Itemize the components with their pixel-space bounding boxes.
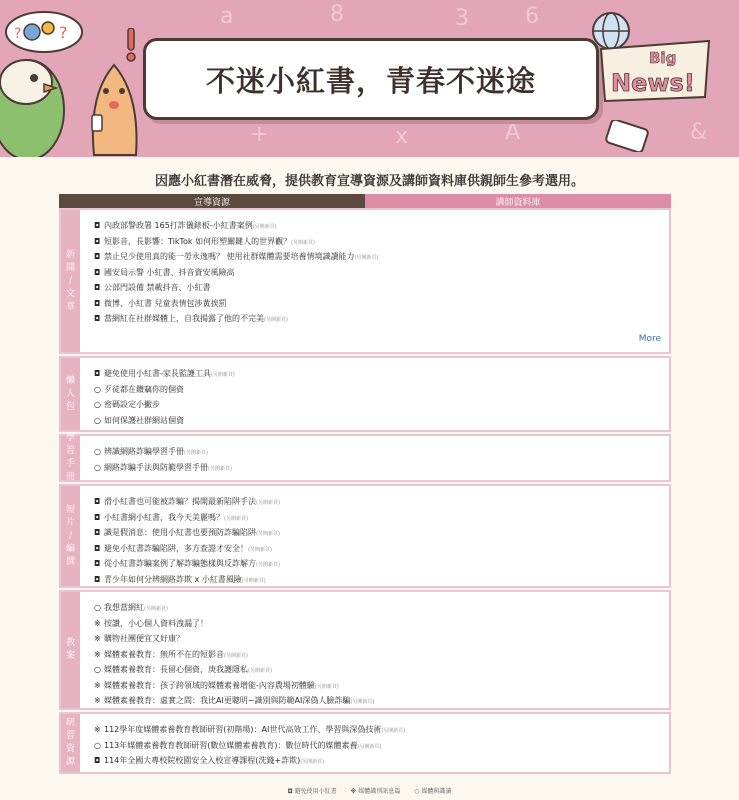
section-label: 短 片 / 編 撰 — [61, 486, 80, 586]
phone-icon — [602, 120, 652, 152]
section-news-articles — [59, 208, 671, 354]
list-item[interactable]: ◘ 青少年如何分辨網路詐欺 x 小紅書風險(另開新頁) — [94, 574, 266, 584]
tab-bar — [59, 194, 671, 208]
list-item[interactable]: ○ 密碼設定小撇步 — [94, 400, 160, 409]
exclamation-icon — [124, 28, 138, 62]
big-news-logo-icon — [595, 35, 715, 105]
header-banner — [0, 0, 739, 157]
list-item[interactable]: ◘ 當網紅在社群媒體上，自我揭露了他的不完美(另開新頁) — [94, 314, 288, 323]
list-item[interactable]: ◘ 內政部警政署 165打詐儀錶板-小紅書案例(另開新頁) — [94, 221, 277, 230]
list-item[interactable]: ○ 113年媒體素養教育教師研習(數位媒體素養教育)：數位時代的媒體素養(另開新頁) — [94, 740, 382, 750]
list-item[interactable]: ○ 媒體素養教育：長留心個資，庚我護隱私(另開新頁) — [94, 665, 272, 674]
list-item[interactable]: ◘ 國安局示警 小紅書、抖音資安風險高 — [94, 267, 235, 277]
list-item[interactable]: ◘ 避免使用小紅書-家長監護工具(另開新頁) — [94, 369, 235, 378]
list-item[interactable]: ※ 112學年度媒體素養教育教師研習(初階場)：AI世代高效工作、學習與深偽技術(另開新頁) — [94, 725, 406, 734]
title-plaque — [143, 38, 599, 120]
girl-with-phone-icon — [84, 55, 146, 157]
parrot-mascot-icon — [0, 40, 70, 157]
legend-item: ※ 媒體識別訊息篇 — [350, 788, 401, 795]
legend-item: ◘ 避免使用小紅書 — [287, 788, 337, 795]
section-handbooks — [59, 434, 671, 482]
svg-text:Big: Big — [649, 49, 677, 67]
link-list — [94, 494, 661, 587]
section-label: 學 習 手 冊 — [61, 436, 80, 480]
list-item[interactable]: ◘ 短影音，長影響：TikTok 如何形塑關鍵人的世界觀？(另開新頁) — [94, 236, 315, 246]
doodle-text: + — [250, 122, 269, 147]
list-item[interactable]: ◘ 從小紅書詐騙案例了解詐騙態樣與反詐解方(另開新頁) — [94, 559, 280, 568]
doodle-text: 3 — [455, 6, 469, 31]
bullet-legend — [0, 786, 739, 795]
list-item[interactable]: ◘ 禁止兒少使用真的能一勞永逸嗎？ 使用社群媒體需要培養情境識讀能力(另開新頁) — [94, 252, 379, 261]
list-item[interactable]: ◘ 滑小紅書也可能被詐騙？揭開最新陷阱手法(另開新頁) — [94, 497, 280, 506]
legend-item: ○ 媒體與識讀 — [414, 788, 452, 795]
doodle-text: 6 — [525, 4, 539, 29]
list-item[interactable]: ※ 媒體素養教育：虛實之間：我比AI更聰明~識別與防範AI深偽人臉詐騙(另開新頁) — [94, 696, 375, 705]
list-item[interactable]: ※ 媒體素養教育：孩子跨領域的媒體素養增能-內容農場初體驗(另開新頁) — [94, 680, 339, 690]
section-lesson-plans — [59, 590, 671, 710]
doodle-text: a — [220, 4, 234, 29]
list-item[interactable]: ※ 媒體素養教育：無所不在的短影音(另開新頁) — [94, 649, 248, 659]
section-label: 教 案 — [61, 592, 80, 708]
link-list — [94, 218, 661, 327]
svg-text:?: ? — [59, 23, 68, 42]
list-item[interactable]: ◘ 小紅書網小紅書，我今天美麗嗎？(另開新頁) — [94, 512, 248, 522]
tab-promotion-resources[interactable]: 宣導資源 — [59, 194, 365, 208]
link-list — [94, 444, 661, 475]
doodle-text: A — [505, 120, 521, 145]
link-list — [94, 366, 661, 428]
section-label: 研 習 資 源 — [61, 714, 80, 772]
page-subtitle: 因應小紅書潛在威脅，提供教育宣導資源及講師資料庫供親師生參考選用。 — [154, 174, 584, 189]
link-list — [94, 722, 661, 769]
section-info-packs — [59, 356, 671, 432]
section-label: 懶 人 包 — [61, 358, 80, 430]
svg-text:?: ? — [14, 26, 22, 42]
list-item[interactable]: ※ 購物社團便宜又好康？ — [94, 634, 184, 643]
list-item[interactable]: ◘ 114年全國大專校院校園安全入校宣導課程(洗錢+詐欺)(另開新頁) — [94, 756, 325, 765]
section-training-resources — [59, 712, 671, 774]
list-item[interactable]: ○ 我想當網紅(另開新頁) — [94, 603, 168, 612]
list-item[interactable]: ○ 如何保護社群網站個資 — [94, 415, 184, 425]
list-item[interactable]: ◘ 避免小紅書詐騙陷阱，多方查證才安全！(另開新頁) — [94, 543, 272, 553]
section-label: 新 聞 / 文 章 — [61, 210, 80, 352]
list-item[interactable]: ◘ 識是假消息：使用小紅書也要預防詐騙陷阱(另開新頁) — [94, 528, 280, 537]
svg-text:News!: News! — [611, 69, 695, 97]
section-videos — [59, 484, 671, 588]
list-item[interactable]: ◘ 公部門設備 禁載抖音、小紅書 — [94, 283, 211, 292]
doodle-text: 8 — [330, 2, 344, 27]
doodle-text: & — [690, 120, 708, 145]
list-item[interactable]: ◘ 微博、小紅書 兒童表情包涉黃挨罰 — [94, 298, 227, 308]
list-item[interactable]: ○ 網路詐騙手法與防範學習手冊(另開新頁) — [94, 462, 232, 472]
more-link[interactable]: More — [638, 334, 661, 344]
list-item[interactable]: ○ 辨識網路詐騙學習手冊(另開新頁) — [94, 447, 208, 456]
page-title: 不迷小紅書，青春不迷途 — [205, 63, 536, 98]
tab-lecturer-database[interactable]: 講師資料庫 — [365, 194, 671, 208]
link-list — [94, 600, 661, 709]
list-item[interactable]: ○ 歹徒都在鑽竊你的個資 — [94, 384, 184, 394]
doodle-text: x — [395, 124, 409, 149]
list-item[interactable]: ※ 按讚，小心個人資料洩漏了！ — [94, 618, 208, 628]
